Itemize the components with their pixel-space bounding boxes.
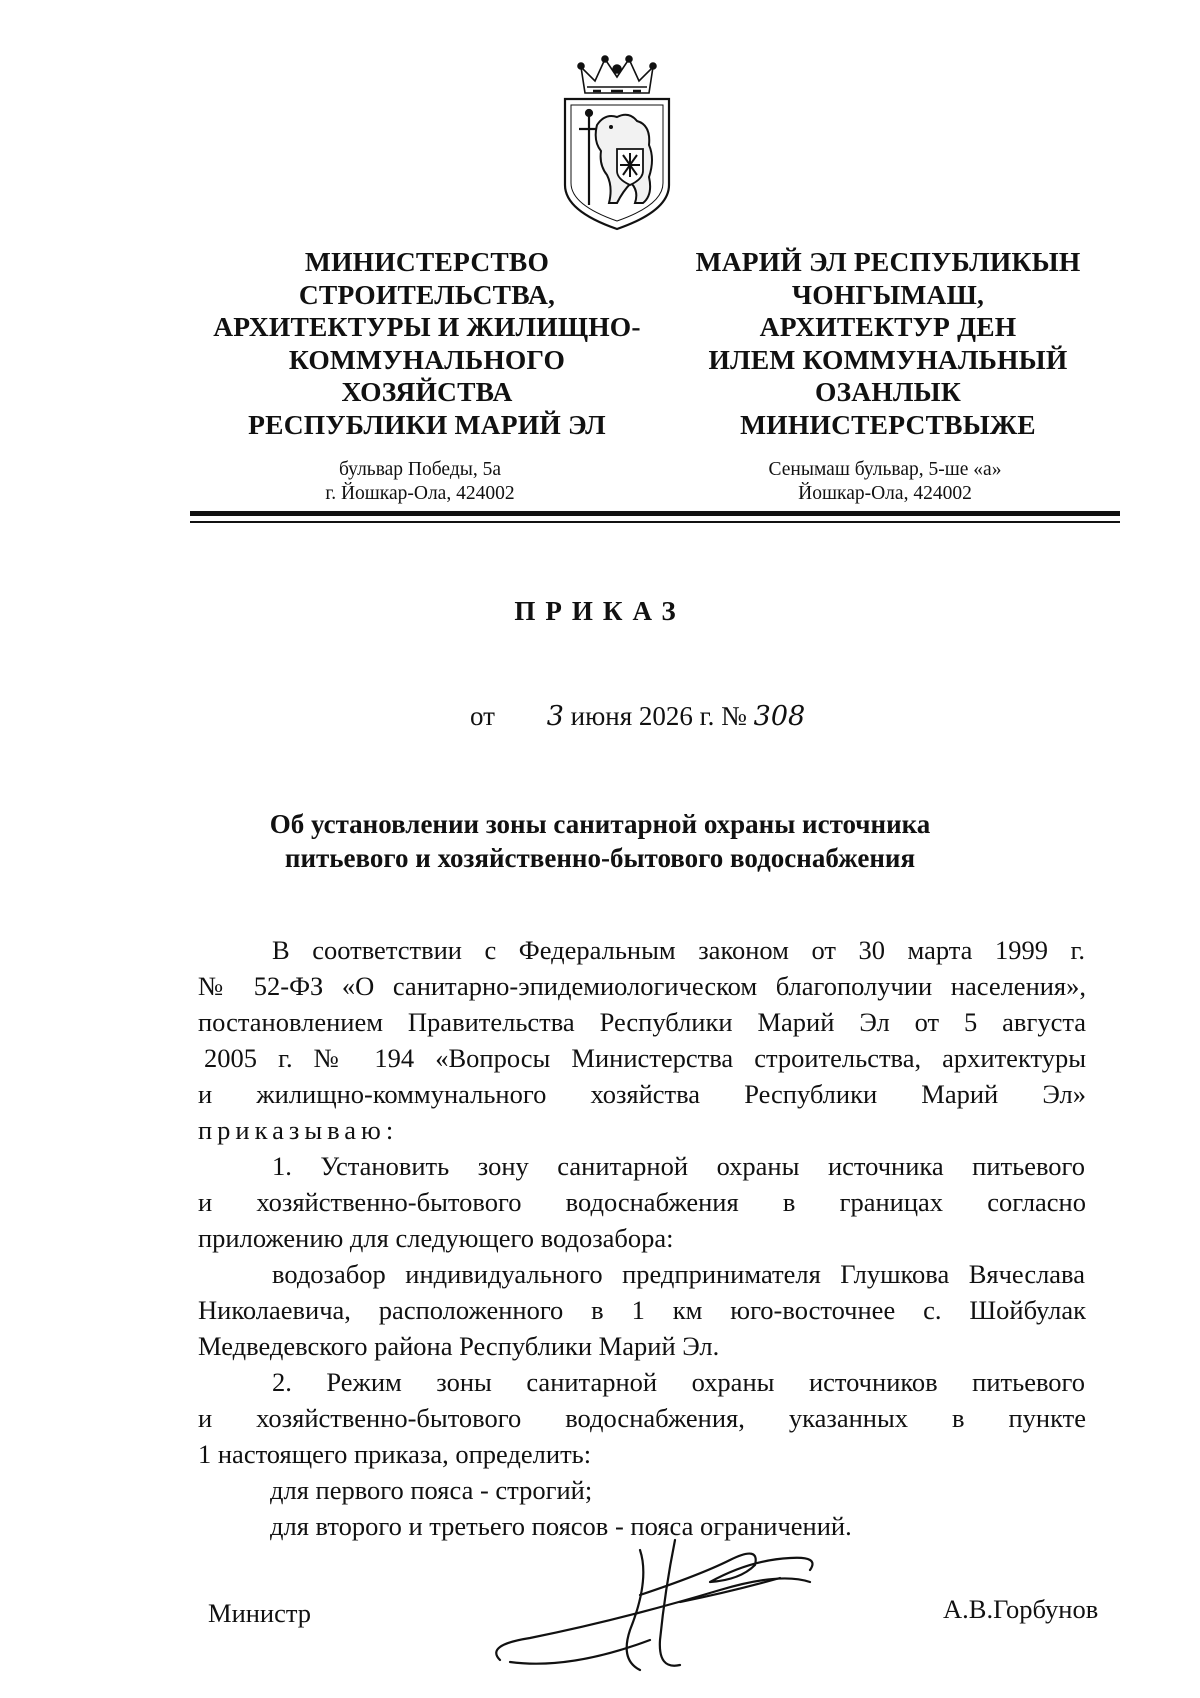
body-line: В соответствии с Федеральным законом от 30 марта 1999 г.: [272, 935, 1085, 965]
address-line: Сенымаш бульвар, 5-ше «а»: [768, 459, 1002, 480]
body-line: 1. Установить зону санитарной охраны источника питьевого: [272, 1151, 1085, 1181]
org-line: МИНИСТЕРСТВО: [304, 246, 550, 277]
body-line: 1 настоящего приказа, определить:: [198, 1439, 592, 1469]
body-line: приказываю:: [198, 1115, 399, 1145]
handwritten-day: 3: [546, 701, 564, 732]
body-line: для первого пояса - строгий;: [270, 1475, 593, 1505]
body-line: № 52-ФЗ «О санитарно-эпидемиологическом благополучии населения»,: [198, 971, 1086, 1001]
address-line: г. Йошкар-Ола, 424002: [325, 483, 515, 504]
org-line: ЧОНГЫМАШ,: [791, 278, 985, 310]
signatory-name: А.В.Горбунов: [943, 1594, 1099, 1624]
body-line: и жилищно-коммунального хозяйства Республики Марий Эл»: [198, 1079, 1086, 1109]
coat-of-arms-emblem: [557, 55, 677, 233]
document-date-line: [470, 701, 805, 732]
address-line: бульвар Победы, 5а: [339, 459, 501, 480]
body-line: водозабор индивидуального предпринимателя Глушкова Вячеслава: [272, 1259, 1085, 1289]
body-line: постановлением Правительства Республики Марий Эл от 5 августа: [198, 1007, 1086, 1037]
body-line: 2. Режим зоны санитарной охраны источников питьевого: [272, 1367, 1085, 1397]
body-line: для второго и третьего поясов - пояса ограничений.: [270, 1511, 852, 1541]
organization-name-russian: [192, 246, 662, 441]
header-divider-thin: [190, 521, 1120, 523]
subject-line: Об установлении зоны санитарной охраны источника: [269, 809, 931, 839]
org-line: МАРИЙ ЭЛ РЕСПУБЛИКЫН: [695, 246, 1081, 277]
document-type-title: ПРИКАЗ: [514, 596, 686, 626]
body-line: Медведевского района Республики Марий Эл.: [198, 1331, 720, 1361]
header-divider-thick: [190, 511, 1120, 516]
body-line: и хозяйственно-бытового водоснабжения, указанных в пункте: [198, 1403, 1086, 1433]
body-line: приложению для следующего водозабора:: [198, 1223, 674, 1253]
handwritten-number: 308: [753, 701, 806, 732]
address-mari: [725, 458, 1045, 506]
org-line: АРХИТЕКТУРЫ И ЖИЛИЩНО-: [213, 311, 641, 342]
org-line: РЕСПУБЛИКИ МАРИЙ ЭЛ: [248, 408, 606, 440]
org-line: СТРОИТЕЛЬСТВА,: [298, 278, 556, 310]
org-line: ХОЗЯЙСТВА: [341, 376, 513, 407]
date-text: июня 2026 г. №: [570, 701, 747, 731]
address-russian: [290, 458, 550, 506]
org-line: ИЛЕМ КОММУНАЛЬНЫЙ: [708, 343, 1068, 375]
org-line: АРХИТЕКТУР ДЕН: [759, 311, 1017, 342]
body-line: 2005 г. № 194 «Вопросы Министерства строительства, архитектуры: [204, 1043, 1086, 1073]
date-prefix: от: [470, 701, 495, 731]
org-line: МИНИСТЕРСТВЫЖЕ: [740, 408, 1036, 440]
handwritten-signature: [490, 1520, 850, 1680]
address-line: Йошкар-Ола, 424002: [798, 483, 972, 504]
subject-line: питьевого и хозяйственно-бытового водоснабжения: [284, 843, 916, 873]
document-subject: [0, 807, 1200, 875]
org-line: КОММУНАЛЬНОГО: [288, 343, 566, 375]
org-line: ОЗАНЛЫК: [815, 376, 961, 407]
organization-name-mari: [668, 246, 1108, 441]
body-line: Николаевича, расположенного в 1 км юго-восточнее с. Шойбулак: [198, 1295, 1086, 1325]
body-line: и хозяйственно-бытового водоснабжения в границах согласно: [198, 1187, 1086, 1217]
signatory-role: Министр: [208, 1598, 312, 1628]
